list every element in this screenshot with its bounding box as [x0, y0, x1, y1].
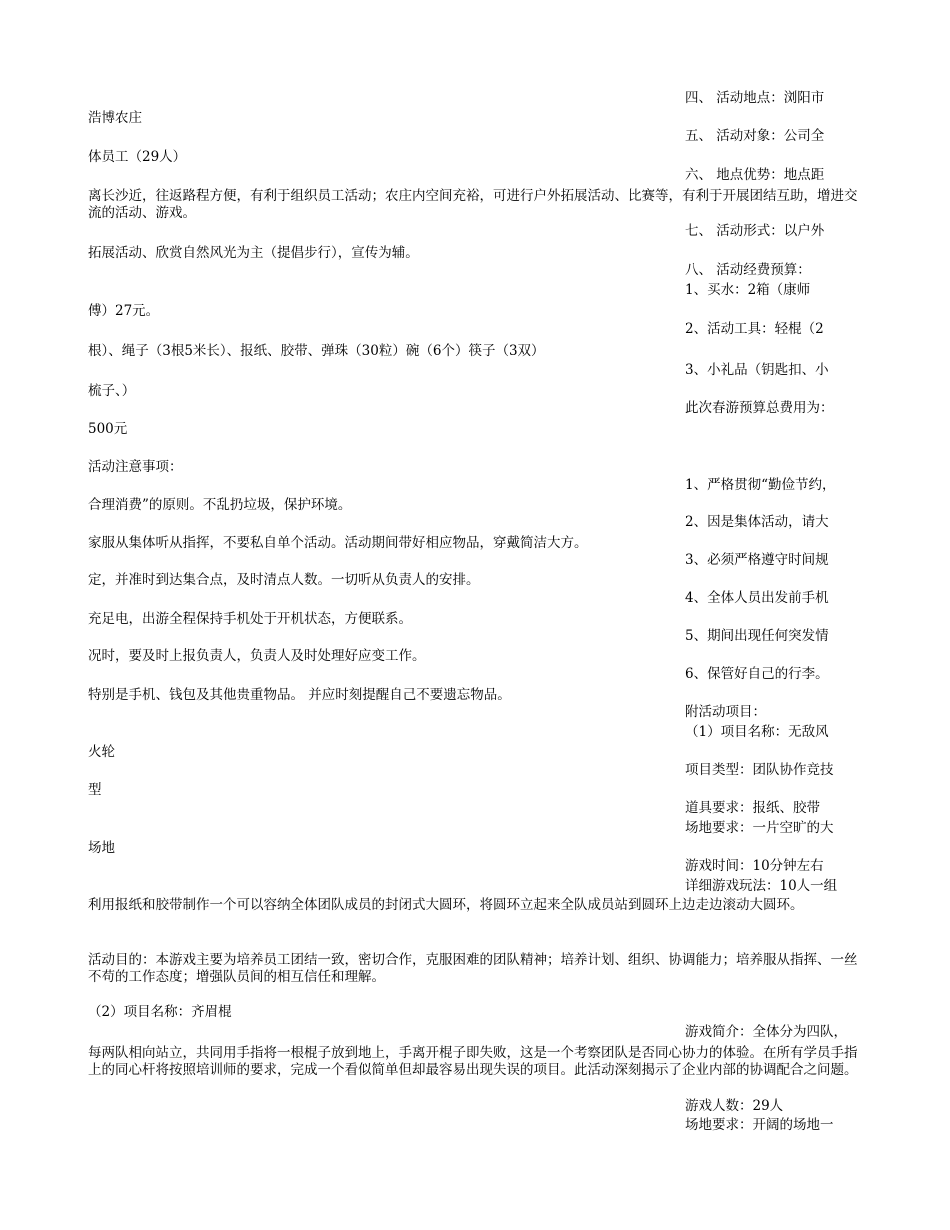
project-1-props: 道具要求：报纸、胶带: [685, 800, 820, 816]
notice-4: 4、全体人员出发前手机: [685, 590, 829, 606]
notice-6-continued: 特别是手机、钱包及其他贵重物品。 并应时刻提醒自己不要遗忘物品。: [88, 687, 511, 703]
notice-3: 3、必须严格遵守时间规: [685, 552, 829, 568]
project-2-intro-continued: 每两队相向站立，共同用手指将一根棍子放到地上，手离开棍子即失败，这是一个考察团队是否同心协力的体验。在所有学员手指上的同心杆将按照培训师的要求，完成一个看似简单但却最容易出现失误的项目。此活动深刻揭示了企业内部的协调配合之问题。: [88, 1045, 858, 1078]
project-1-name: （1）项目名称：无敌风: [685, 724, 829, 740]
project-2-intro: 游戏简介：全体分为四队，: [685, 1024, 847, 1040]
project-1-name-continued: 火轮: [88, 744, 115, 760]
budget-item-gifts: 3、小礼品（钥匙扣、小: [685, 362, 829, 378]
appendix-heading: 附活动项目：: [685, 704, 766, 720]
budget-water-continued: 傅）27元。: [88, 303, 160, 319]
participants-line: 五、 活动对象：公司全: [685, 128, 825, 144]
budget-item-water: 1、买水：2箱（康师: [685, 282, 811, 298]
project-1-venue-continued: 场地: [88, 840, 115, 856]
project-1-type: 项目类型：团队协作竞技: [685, 762, 834, 778]
project-1-rules: 详细游戏玩法：10人一组: [685, 878, 838, 894]
notice-2: 2、因是集体活动，请大: [685, 514, 829, 530]
notice-1: 1、严格贯彻“勤俭节约，: [685, 477, 836, 493]
location-line: 四、 活动地点：浏阳市: [685, 90, 825, 106]
budget-total-label: 此次春游预算总费用为：: [685, 400, 834, 416]
notice-1-continued: 合理消费”的原则。不乱扔垃圾，保护环境。: [88, 497, 352, 513]
participants-continued: 体员工（29人）: [88, 149, 187, 165]
project-2-name: （2）项目名称：齐眉棍: [88, 1004, 232, 1020]
budget-tools-continued: 根）、绳子（3根5米长）、报纸、胶带、弹珠（30粒）碗（6个）筷子（3双）: [88, 343, 545, 359]
budget-total-value: 500元: [88, 421, 128, 437]
location-continued: 浩博农庄: [88, 110, 142, 126]
budget-gifts-continued: 梳子、）: [88, 383, 136, 399]
notice-6: 6、保管好自己的行李。: [685, 666, 829, 682]
project-1-type-continued: 型: [88, 782, 102, 798]
notice-5-continued: 况时，要及时上报负责人，负责人及时处理好应变工作。: [88, 648, 426, 664]
advantage-line: 六、 地点优势：地点距: [685, 167, 825, 183]
project-2-players: 游戏人数：29人: [685, 1098, 784, 1114]
notice-3-continued: 定，并准时到达集合点，及时清点人数。一切听从负责人的安排。: [88, 572, 480, 588]
project-1-venue: 场地要求：一片空旷的大: [685, 820, 834, 836]
advantage-continued: 离长沙近，往返路程方便，有利于组织员工活动；农庄内空间充裕，可进行户外拓展活动、比赛等，有利于开展团结互助，增进交流的活动、游戏。: [88, 188, 858, 221]
notice-heading: 活动注意事项：: [88, 459, 183, 475]
notice-5: 5、期间出现任何突发情: [685, 628, 829, 644]
budget-heading: 八、 活动经费预算：: [685, 262, 811, 278]
project-2-venue: 场地要求：开阔的场地一: [685, 1117, 834, 1133]
budget-item-tools: 2、活动工具：轻棍（2: [685, 321, 824, 337]
format-line: 七、 活动形式：以户外: [685, 223, 825, 239]
project-1-time: 游戏时间：10分钟左右: [685, 858, 824, 874]
project-1-purpose: 活动目的：本游戏主要为培养员工团结一致，密切合作，克服困难的团队精神；培养计划、组织、协调能力；培养服从指挥、一丝不苟的工作态度；增强队员间的相互信任和理解。: [88, 952, 858, 985]
format-continued: 拓展活动、欣赏自然风光为主（提倡步行），宣传为辅。: [88, 245, 419, 261]
notice-4-continued: 充足电，出游全程保持手机处于开机状态，方便联系。: [88, 611, 412, 627]
project-1-rules-continued: 利用报纸和胶带制作一个可以容纳全体团队成员的封闭式大圆环，将圆环立起来全队成员站到圆环上边走边滚动大圆环。: [88, 897, 804, 913]
notice-2-continued: 家服从集体听从指挥，不要私自单个活动。活动期间带好相应物品，穿戴简洁大方。: [88, 535, 588, 551]
